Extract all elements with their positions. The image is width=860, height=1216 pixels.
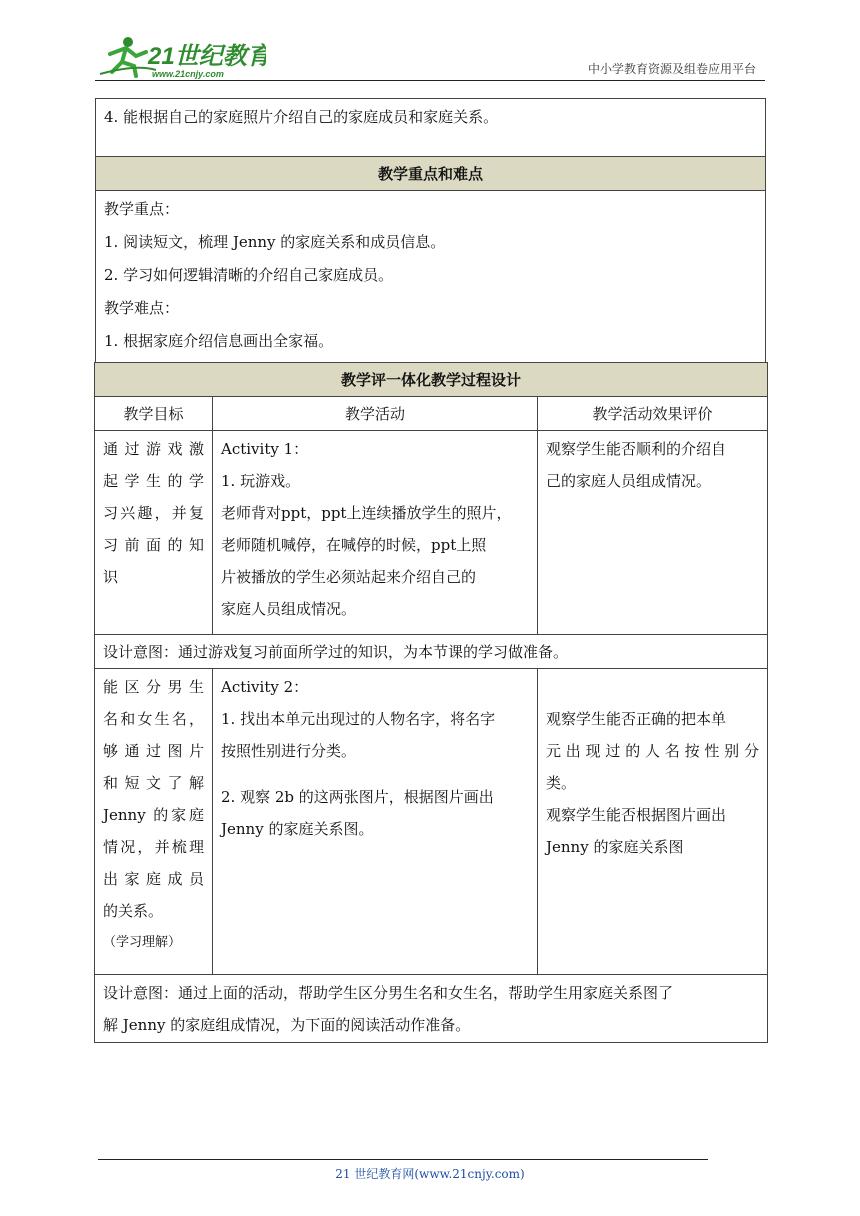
header-tagline: 中小学教育资源及组卷应用平台 [587, 62, 756, 76]
key-points-line: 2. 学习如何逻辑清晰的介绍自己家庭成员。 [104, 266, 394, 284]
activity-line: 片被播放的学生必须站起来介绍自己的 [221, 568, 477, 586]
activity-line: Jenny 的家庭关系图。 [221, 820, 374, 838]
row2-evaluation [538, 669, 768, 975]
svg-text:21世纪教育: 21世纪教育 [148, 43, 266, 70]
runner-logo-icon [96, 34, 266, 80]
intent-line: 解 Jenny 的家庭组成情况，为下面的阅读活动作准备。 [103, 1016, 471, 1034]
site-logo [96, 34, 266, 80]
goal-line: 的关系。 [103, 902, 164, 920]
goal-line: 习兴趣，并复 [103, 504, 204, 522]
evaluation-line: 类。 [546, 774, 577, 792]
goal-line: 能区分男生 [103, 678, 204, 696]
header-divider [95, 80, 765, 81]
row1-activity [213, 431, 538, 635]
footer-link[interactable]: 21 世纪教育网(www.21cnjy.com) [335, 1167, 525, 1181]
evaluation-line: 观察学生能否正确的把本单 [546, 710, 727, 728]
evaluation-line: 己的家庭人员组成情况。 [546, 472, 712, 490]
key-points-line: 教学重点： [104, 200, 180, 218]
activity-line: Activity 1： [221, 440, 309, 458]
footer-divider [98, 1159, 708, 1160]
goal-line: 和短文了解 [103, 774, 204, 792]
row1-design-intent: 设计意图：通过游戏复习前面所学过的知识，为本节课的学习做准备。 [95, 635, 768, 669]
key-points-line: 教学难点： [104, 299, 180, 317]
activity-spacer [221, 767, 529, 781]
goal-row [96, 99, 766, 157]
intent-line: 设计意图：通过上面的活动，帮助学生区分男生名和女生名，帮助学生用家庭关系图了 [103, 984, 674, 1002]
key-points-title: 教学重点和难点 [96, 157, 766, 191]
goal-line: 通过游戏激 [103, 440, 204, 458]
goal-text: 4. 能根据自己的家庭照片介绍自己的家庭成员和家庭关系。 [104, 108, 499, 126]
goal-line: 够通过图片 [103, 742, 204, 760]
evaluation-line: Jenny 的家庭关系图 [546, 838, 684, 856]
process-table [94, 362, 768, 1043]
svg-text:www.21cnjy.com: www.21cnjy.com [152, 69, 224, 79]
key-points-table [95, 98, 766, 363]
goal-line: 识 [103, 568, 119, 586]
column-header-evaluation: 教学活动效果评价 [538, 397, 768, 431]
goal-line: 起学生的学 [103, 472, 204, 490]
goal-line: 习前面的知 [103, 536, 204, 554]
activity-line: 老师背对ppt，ppt上连续播放学生的照片， [221, 504, 512, 522]
key-points-line: 1. 阅读短文，梳理 Jenny 的家庭关系和成员信息。 [104, 233, 446, 251]
row2-design-intent [95, 975, 768, 1043]
activity-line: 1. 玩游戏。 [221, 472, 301, 490]
goal-note: （学习理解） [103, 935, 182, 950]
goal-line: 情况，并梳理 [103, 838, 204, 856]
evaluation-line: 元出现过的人名按性别分 [546, 742, 759, 760]
activity-line: 老师随机喊停，在喊停的时候，ppt上照 [221, 536, 487, 554]
evaluation-line: 观察学生能否根据图片画出 [546, 806, 727, 824]
key-points-line: 1. 根据家庭介绍信息画出全家福。 [104, 332, 334, 350]
row1-goal [95, 431, 213, 635]
activity-line: 1. 找出本单元出现过的人物名字，将名字 [221, 710, 496, 728]
activity-line: 按照性别进行分类。 [221, 742, 357, 760]
row2-activity [213, 669, 538, 975]
goal-line: 名和女生名， [103, 710, 204, 728]
goal-line: 出家庭成员 [103, 870, 204, 888]
process-title: 教学评一体化教学过程设计 [95, 363, 768, 397]
column-header-activity: 教学活动 [213, 397, 538, 431]
activity-line: 2. 观察 2b 的这两张图片，根据图片画出 [221, 788, 494, 806]
key-points-body [96, 191, 766, 363]
activity-line: 家庭人员组成情况。 [221, 600, 357, 618]
evaluation-line: 观察学生能否顺利的介绍自 [546, 440, 727, 458]
goal-line: Jenny 的家庭 [103, 806, 204, 824]
row1-evaluation [538, 431, 768, 635]
activity-line: Activity 2： [221, 678, 309, 696]
column-header-goal: 教学目标 [95, 397, 213, 431]
row2-goal [95, 669, 213, 975]
